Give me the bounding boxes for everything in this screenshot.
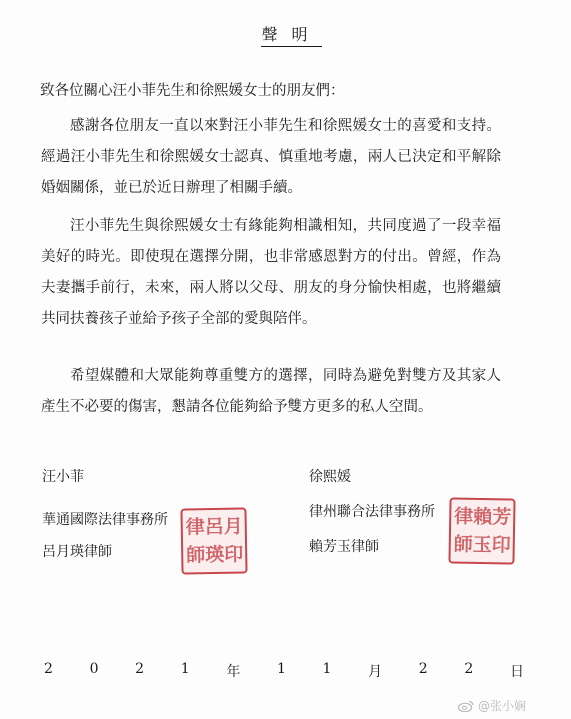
watermark-text: @张小娴 [478,699,527,713]
seal-char: 賴 [473,505,493,529]
date-char: 2 [464,661,474,677]
date-char: 2 [135,661,145,677]
seal-char: 印 [491,534,511,557]
paragraph-3: 希望媒體和大眾能夠尊重雙方的選擇，同時為避免對雙方及其家人產生不必要的傷害，懇請各位能夠給予雙方更多的私人空間。 [41,368,501,415]
weibo-icon [458,700,474,712]
date-char: 月 [368,664,383,680]
seal-char: 玉 [472,533,492,557]
document-title [0,22,571,45]
seal-char: 律 [454,505,474,528]
date-char: 2 [44,661,53,677]
date-char: 2 [418,661,428,677]
seal-char: 師 [186,544,206,567]
seal-char: 印 [224,543,244,566]
seal-char: 月 [223,515,243,538]
salutation: 致各位關心汪小菲先生和徐熙媛女士的朋友們： [40,83,345,99]
signature-left-lawyer: 呂月瑛律師 [42,544,112,560]
date-char: 1 [322,661,332,677]
signature-right-name: 徐熙媛 [309,469,351,485]
signature-left-name: 汪小菲 [42,469,84,485]
signature-left-firm: 華通國際法律事務所 [42,512,168,528]
date-char: 1 [180,661,190,677]
seal-char: 呂 [204,515,224,539]
watermark [458,697,526,714]
date-char: 日 [509,664,524,680]
seal-char: 師 [453,533,473,556]
paragraph-2: 汪小菲先生與徐熙媛女士有緣能夠相識相知，共同度過了一段幸福美好的時光。即使現在選擇分開，也非常感恩對方的付出。曾經，作為夫妻攜手前行，未來，兩人將以父母、朋友的身分愉快相處，也將繼續共同扶養孩子並給予孩子全部的愛與陪伴。 [41,218,501,327]
signature-right-firm: 律州聯合法律事務所 [309,504,435,520]
document-date [44,661,524,681]
seal-char: 律 [185,516,205,539]
seal-char: 芳 [492,506,512,529]
seal-char: 瑛 [205,543,225,567]
seal-right [448,497,515,564]
signature-right-lawyer: 賴芳玉律師 [309,539,379,555]
date-char: 0 [89,661,99,677]
date-char: 年 [226,664,241,680]
seal-left [180,507,247,574]
date-char: 1 [276,661,286,677]
paragraph-1: 感謝各位朋友一直以來對汪小菲先生和徐熙媛女士的喜愛和支持。經過汪小菲先生和徐熙媛女士認真、慎重地考慮，兩人已決定和平解除婚姻關係，並已於近日辦理了相關手續。 [41,118,501,196]
document-title-text: 聲明 [261,25,321,47]
